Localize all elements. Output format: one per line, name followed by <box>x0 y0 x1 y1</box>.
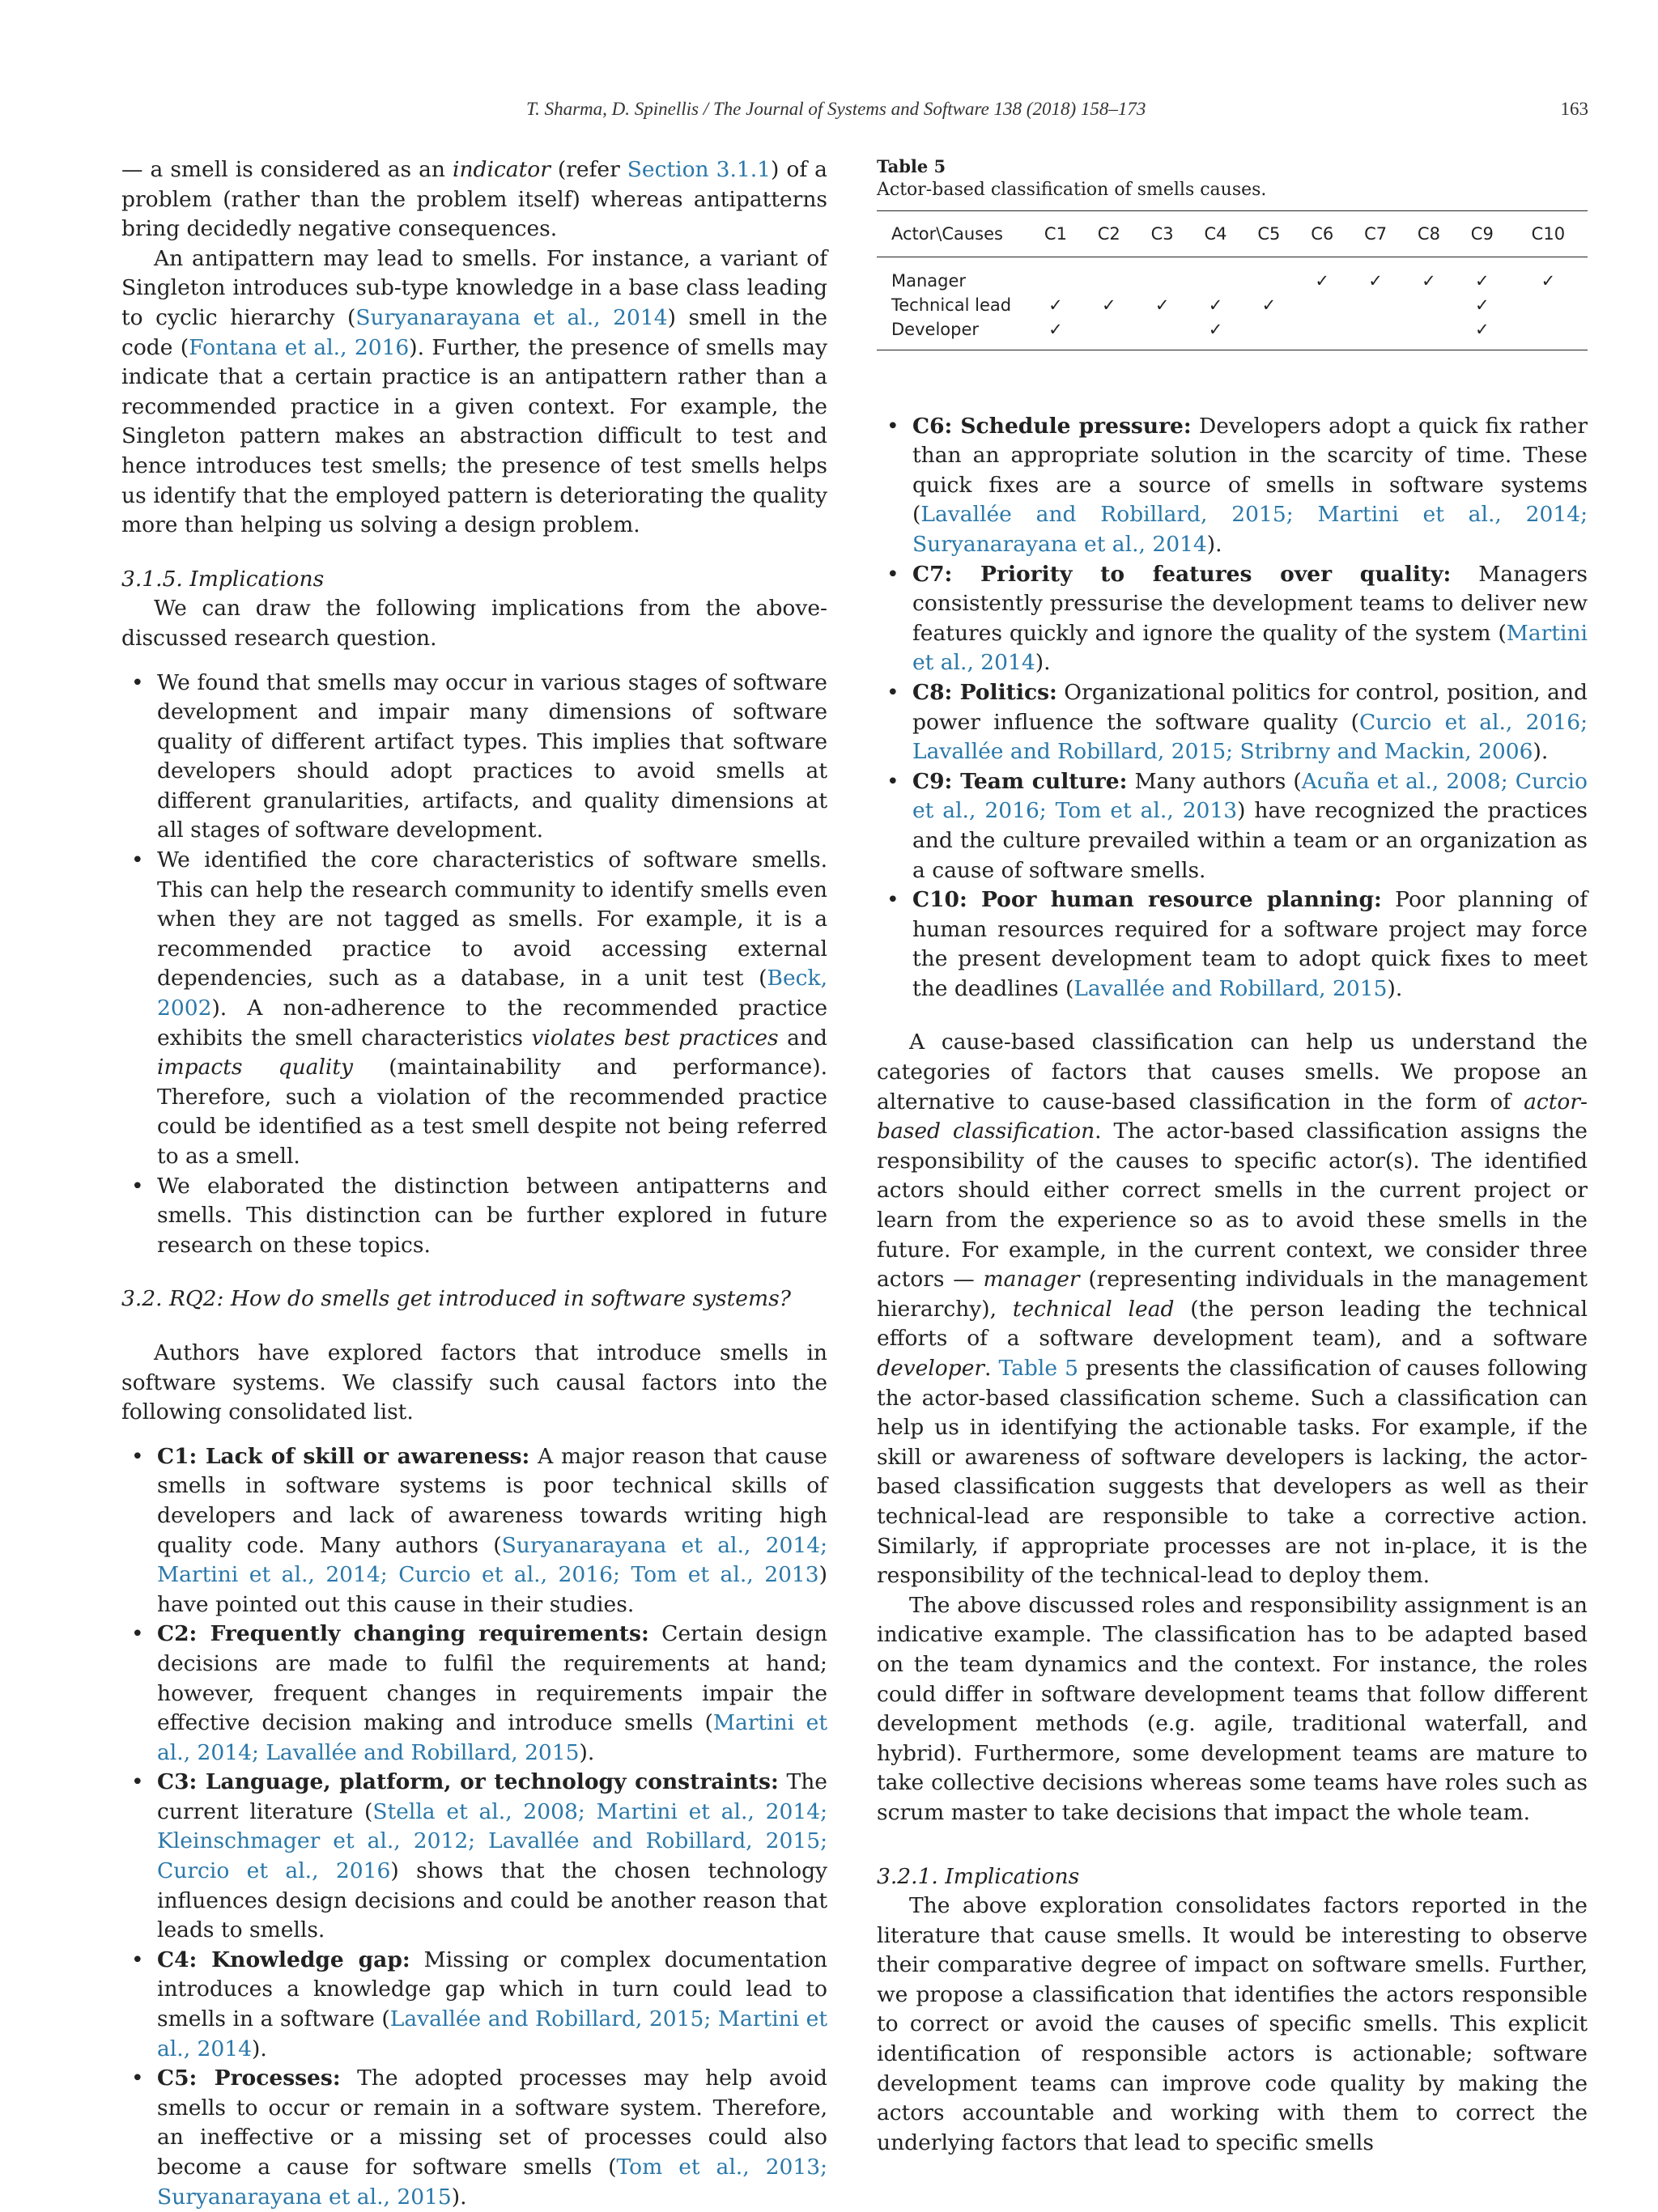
implications-list <box>121 669 827 1261</box>
table-column-header: C2 <box>1082 211 1136 257</box>
running-header <box>0 99 1658 126</box>
table-title: Table 5 <box>877 156 946 176</box>
actor-causes-table <box>877 210 1588 350</box>
running-title: T. Sharma, D. Spinellis / The Journal of Systems and Software 138 (2018) 158–173 <box>526 99 1146 119</box>
citation-link[interactable]: Martini et al., 2014 <box>912 620 1588 676</box>
paragraph-causal-factors: Authors have explored factors that introduce smells in software systems. We classify such causal factors into the following consolidated list. <box>121 1340 827 1425</box>
citation-link[interactable]: Fontana et al., 2016 <box>189 334 410 360</box>
right-column <box>877 155 1588 2158</box>
checkmark-icon: ✓ <box>1208 295 1223 315</box>
table-column-header: C3 <box>1136 211 1189 257</box>
table-link[interactable]: Table 5 <box>998 1356 1078 1381</box>
cause-c8: • C8: Politics: Organizational politics for control, position, and power influence the software quality (Curcio et al., 2016; Lavallée and Robillard, 2015; Stribrny and Mackin, 2006). <box>877 678 1588 767</box>
table-cell-empty <box>1402 317 1456 350</box>
list-item: • We found that smells may occur in various stages of software development and impair many dimensions of software quality of different artifact types. This implies that software developers should adopt practices to avoid smells at different granularities, artifacts, and quality dimensions at all stages of software development. <box>121 669 827 847</box>
table-body <box>877 257 1588 350</box>
left-column <box>121 155 827 2212</box>
table-cell-empty <box>1029 257 1082 293</box>
table-row-actor: Developer <box>877 317 1029 350</box>
checkmark-icon: ✓ <box>1189 317 1243 350</box>
table-cell-empty <box>1242 257 1295 293</box>
causes-list-right <box>877 412 1588 1004</box>
citation-link[interactable]: Lavallée and Robillard, 2015; Martini et al., 2014; Suryanarayana et al., 2014 <box>912 502 1588 557</box>
table-cell-empty <box>1189 257 1243 293</box>
checkmark-icon: ✓ <box>1422 270 1436 291</box>
paragraph-antipattern-smells: An antipattern may lead to smells. For instance, a variant of Singleton introduces sub-type knowledge in a base class leading to cyclic hierarchy (Suryanarayana et al., 2014) smell in the code (Fontana et al., 2016). Further, the presence of smells may indicate that a certain practice is an antipattern rather than a recommended practice in a given context. For example, the Singleton pattern makes an abstraction difficult to test and hence introduces test smells; the presence of test smells helps us identify that the employed pattern is deteriorating the quality more than helping us solving a design problem. <box>121 245 827 538</box>
citation-link[interactable]: Lavallée and Robillard, 2015 <box>1073 975 1388 1001</box>
paragraph-implications-intro: We can draw the following implications from the above-discussed research question. <box>121 596 827 651</box>
list-item: • We elaborated the distinction between antipatterns and smells. This distinction can be further explored in future research on these topics. <box>121 1172 827 1261</box>
cause-c5: • C5: Processes: The adopted processes may help avoid smells to occur or remain in a software system. Therefore, an ineffective or a missing set of processes could also become a cause for software smells (Tom et al., 2013; Suryanarayana et al., 2015). <box>121 2064 827 2212</box>
checkmark-icon: ✓ <box>1475 270 1490 291</box>
citation-link[interactable]: Suryanarayana et al., 2014 <box>355 304 668 330</box>
table-column-header: C10 <box>1509 211 1588 257</box>
checkmark-icon: ✓ <box>1048 295 1063 315</box>
citation-link[interactable]: Stella et al., 2008; Martini et al., 2014; Kleinschmager et al., 2012; Lavallée and Robillard, 2015; Curcio et al., 2016 <box>157 1798 827 1884</box>
checkmark-icon: ✓ <box>1261 295 1277 315</box>
page-number: 163 <box>1560 99 1588 119</box>
table-cell-empty <box>1509 317 1588 350</box>
citation-link[interactable]: Martini et al., 2014; Lavallée and Robillard, 2015 <box>157 1710 827 1765</box>
table-cell-empty <box>1509 293 1588 317</box>
citation-link[interactable]: Curcio et al., 2016; Lavallée and Robillard, 2015; Stribrny and Mackin, 2006 <box>912 709 1588 765</box>
cause-c9: • C9: Team culture: Many authors (Acuña et al., 2008; Curcio et al., 2016; Tom et al., 2013) have recognized the practices and the culture prevailed within a team or an organization as a cause of software smells. <box>877 767 1588 885</box>
table-cell-empty <box>1082 257 1136 293</box>
paragraph-actor-based-classification: A cause-based classification can help us understand the categories of factors that causes smells. We propose an alternative to cause-based classification in the form of actor-based classification. The actor-based classification assigns the responsibility of the causes to specific actor(s). The identified actors should either correct smells in the current project or learn from the experience so as to avoid these smells in the future. For example, in the current context, we consider three actors — manager (representing individuals in the management hierarchy), technical lead (the person leading the technical efforts of a software development team), and a software developer. Table 5 presents the classification of causes following the actor-based classification scheme. Such a classification can help us in identifying the actionable tasks. For example, if the skill or awareness of software developers is lacking, the actor-based classification suggests that developers as well as their technical-lead are responsible to take a corrective action. Similarly, if appropriate processes are not in-place, it is the responsibility of the technical-lead to deploy them. <box>877 1030 1588 1589</box>
table-column-header: C1 <box>1029 211 1082 257</box>
checkmark-icon: ✓ <box>1456 317 1509 350</box>
citation-link[interactable]: Acuña et al., 2008; Curcio et al., 2016; Tom et al., 2013 <box>912 768 1588 824</box>
cause-c6: • C6: Schedule pressure: Developers adopt a quick fix rather than an appropriate solution in the scarcity of time. These quick fixes are a source of smells in software systems (Lavallée and Robillard, 2015; Martini et al., 2014; Suryanarayana et al., 2014). <box>877 412 1588 560</box>
table-row <box>877 317 1588 350</box>
table-cell-empty <box>1082 317 1136 350</box>
causes-list-left <box>121 1442 827 2212</box>
paragraph-roles-assignment: The above discussed roles and responsibility assignment is an indicative example. The classification has to be adapted based on the team dynamics and the context. For instance, the roles could differ in software development teams that follow different development methods (e.g. agile, traditional waterfall, and hybrid). Furthermore, some development teams are mature to take collective decisions whereas some teams have roles such as scrum master to take decisions that impact the whole team. <box>877 1592 1588 1825</box>
checkmark-icon: ✓ <box>1029 317 1082 350</box>
table-column-header: C4 <box>1189 211 1243 257</box>
cause-c7: • C7: Priority to features over quality: Managers consistently pressurise the development teams to deliver new features quickly and ignore the quality of the system (Martini et al., 2014). <box>877 560 1588 678</box>
table-column-header: C7 <box>1349 211 1402 257</box>
table-caption: Actor-based classification of smells causes. <box>877 180 1267 200</box>
checkmark-icon: ✓ <box>1541 270 1556 291</box>
table-header-row <box>877 211 1588 257</box>
table-5 <box>877 155 1588 350</box>
table-row <box>877 257 1588 293</box>
section-heading-3-1-5: 3.1.5. Implications <box>121 566 325 592</box>
table-cell-empty <box>1242 317 1295 350</box>
list-item: • We identified the core characteristics of software smells. This can help the research community to identify smells even when they are not tagged as smells. For example, it is a recommended practice to avoid accessing external dependencies, such as a database, in a unit test (Beck, 2002). A non-adherence to the recommended practice exhibits the smell characteristics violates best practices and impacts quality (maintainability and performance). Therefore, such a violation of the recommended practice could be identified as a test smell despite not being referred to as a smell. <box>121 846 827 1172</box>
table-column-header: C5 <box>1242 211 1295 257</box>
table-corner-header: Actor\Causes <box>877 211 1029 257</box>
section-heading-3-2: 3.2. RQ2: How do smells get introduced in software systems? <box>121 1286 791 1312</box>
checkmark-icon: ✓ <box>1475 295 1490 315</box>
citation-link[interactable]: Tom et al., 2013; Suryanarayana et al., 2015 <box>157 2155 828 2210</box>
checkmark-icon: ✓ <box>1315 270 1330 291</box>
checkmark-icon: ✓ <box>1101 295 1116 315</box>
cause-c4: • C4: Knowledge gap: Missing or complex documentation introduces a knowledge gap which in turn could lead to smells in a software (Lavallée and Robillard, 2015; Martini et al., 2014). <box>121 1946 827 2064</box>
table-column-header: C8 <box>1402 211 1456 257</box>
section-heading-3-2-1: 3.2.1. Implications <box>877 1863 1080 1889</box>
section-link[interactable]: Section 3.1.1 <box>627 157 772 182</box>
checkmark-icon: ✓ <box>1368 270 1383 291</box>
table-cell-empty <box>1402 293 1456 317</box>
cause-c10: • C10: Poor human resource planning: Poor planning of human resources required for a software project may force the present development team to adopt quick fixes to meet the deadlines (Lavallée and Robillard, 2015). <box>877 885 1588 1004</box>
table-row-actor: Manager <box>891 270 967 291</box>
table-cell-empty <box>1349 293 1402 317</box>
cause-c2: • C2: Frequently changing requirements: Certain design decisions are made to fulfil the requirements at hand; however, frequent changes in requirements impair the effective decision making and introduce smells (Martini et al., 2014; Lavallée and Robillard, 2015). <box>121 1620 827 1768</box>
table-column-header: C6 <box>1295 211 1349 257</box>
cause-c3: • C3: Language, platform, or technology constraints: The current literature (Stella et al., 2008; Martini et al., 2014; Kleinschmager et al., 2012; Lavallée and Robillard, 2015; Curcio et al., 2016) shows that the chosen technology influences design decisions and could be another reason that leads to smells. <box>121 1768 827 1946</box>
citation-link[interactable]: Suryanarayana et al., 2014; Martini et al., 2014; Curcio et al., 2016; Tom et al., 2013 <box>157 1532 827 1588</box>
cause-c1: • C1: Lack of skill or awareness: A major reason that cause smells in software systems is poor technical skills of developers and lack of awareness towards writing high quality code. Many authors (Suryanarayana et al., 2014; Martini et al., 2014; Curcio et al., 2016; Tom et al., 2013) have pointed out this cause in their studies. <box>121 1442 827 1620</box>
table-cell-empty <box>1349 317 1402 350</box>
table-cell-empty <box>1295 293 1349 317</box>
citation-link[interactable]: Beck, 2002 <box>157 966 827 1021</box>
table-column-header: C9 <box>1456 211 1509 257</box>
table-cell-empty <box>1136 257 1189 293</box>
table-cell-empty <box>1295 317 1349 350</box>
table-cell-empty <box>1136 317 1189 350</box>
table-row <box>877 293 1588 317</box>
checkmark-icon: ✓ <box>1154 295 1170 315</box>
paragraph-implications-321: The above exploration consolidates factors reported in the literature that cause smells. It would be interesting to observe their comparative degree of impact on software smells. Further, we propose a classification that identifies the actors responsible to correct or avoid the causes of specific smells. This explicit identification of responsible actors is actionable; software development teams can improve code quality by making the actors accountable and working with them to correct the underlying factors that lead to specific smells <box>877 1893 1588 2155</box>
paragraph-antipattern-indicator: — a smell is considered as an indicator (refer Section 3.1.1) of a problem (rather than the problem itself) whereas antipatterns bring decidedly negative consequences. <box>121 157 827 242</box>
citation-link[interactable]: Lavallée and Robillard, 2015; Martini et al., 2014 <box>157 2006 827 2061</box>
table-row-actor: Technical lead <box>891 295 1012 315</box>
